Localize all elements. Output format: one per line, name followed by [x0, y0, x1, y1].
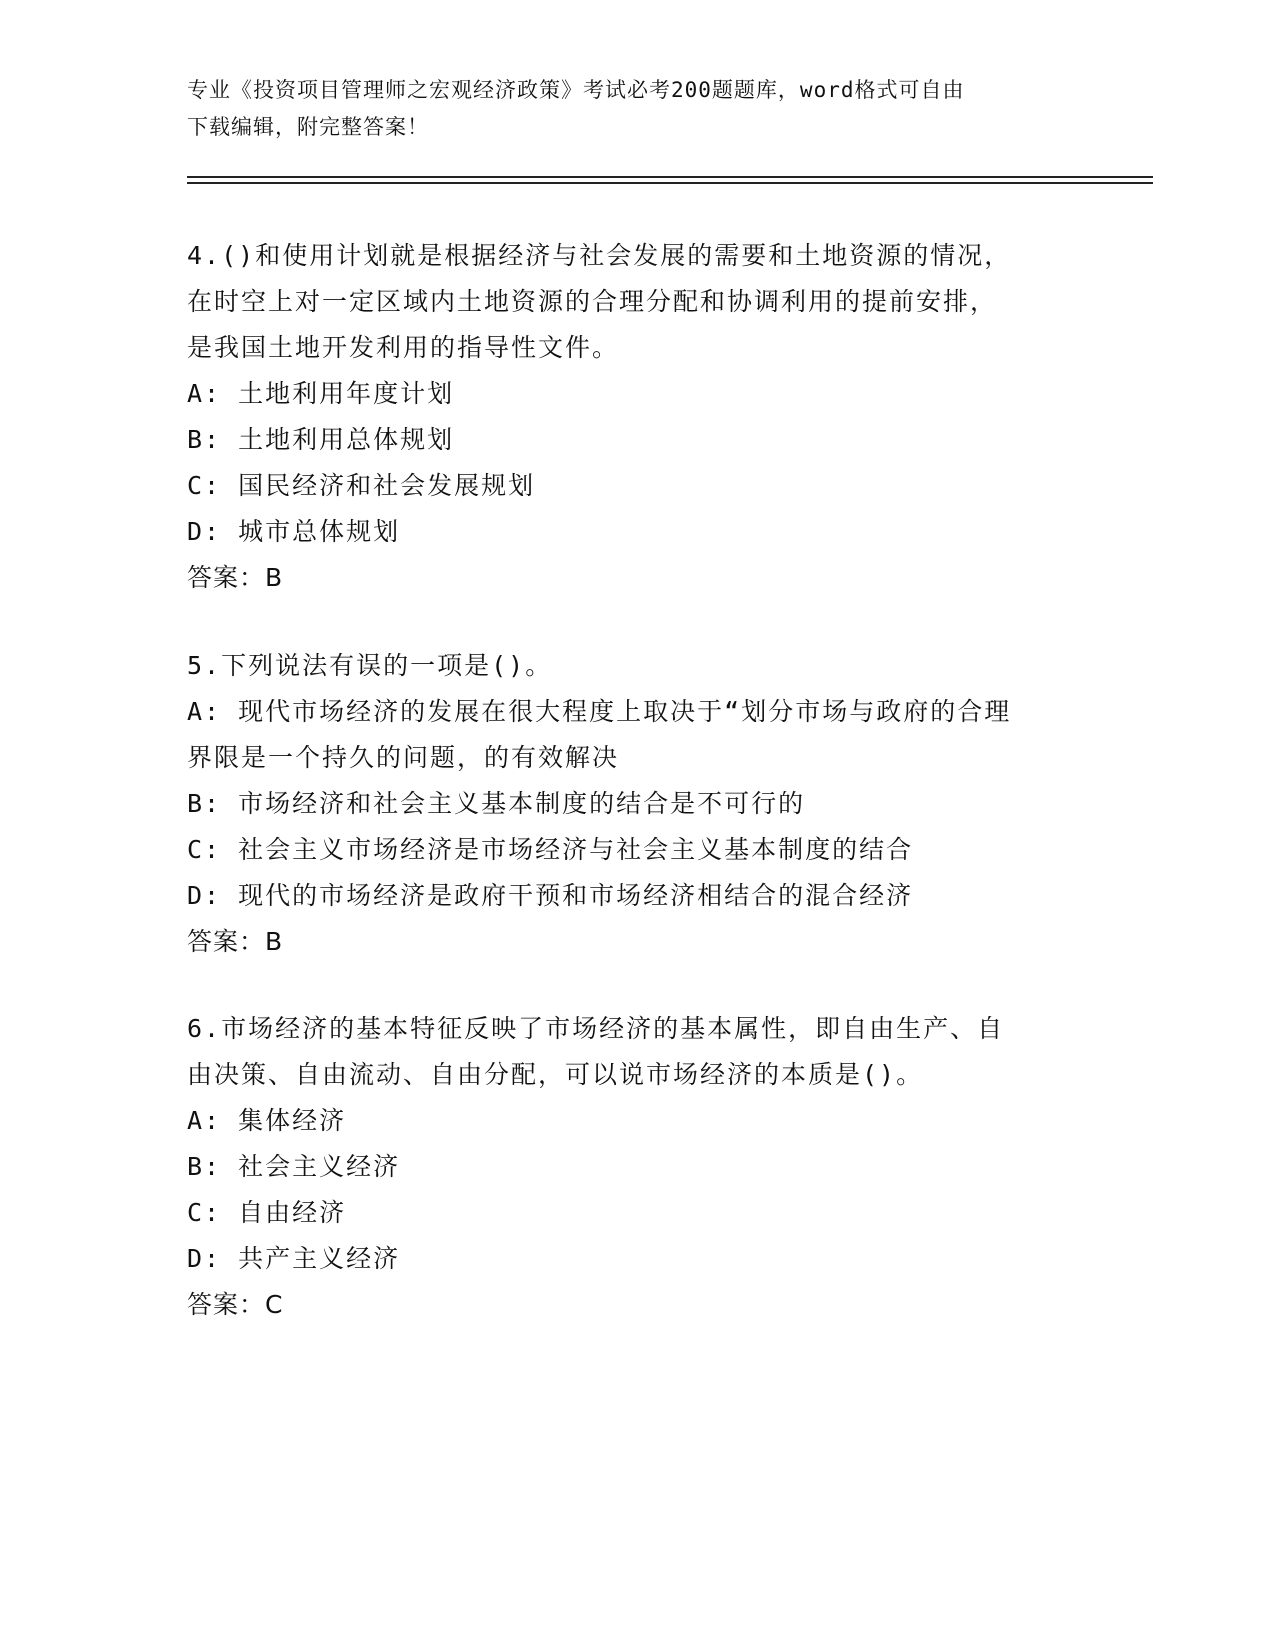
option-a: A: 集体经济 [187, 1106, 347, 1135]
option-b: B: 市场经济和社会主义基本制度的结合是不可行的 [187, 789, 806, 818]
question-text: 4.()和使用计划就是根据经济与社会发展的需要和土地资源的情况， [187, 241, 1012, 270]
question-5 [187, 643, 1087, 965]
header-line: 专业《投资项目管理师之宏观经济政策》考试必考200题题库，word格式可自由 [187, 78, 965, 102]
header-divider-bottom [187, 182, 1153, 184]
option-a-continued: 界限是一个持久的问题，的有效解决 [187, 743, 620, 772]
question-4 [187, 233, 1087, 601]
header-line: 下载编辑，附完整答案！ [187, 115, 429, 139]
option-c: C: 国民经济和社会发展规划 [187, 471, 536, 500]
option-b: B: 社会主义经济 [187, 1152, 401, 1181]
answer: 答案：B [187, 927, 284, 956]
answer: 答案：C [187, 1290, 284, 1319]
option-d: D: 共产主义经济 [187, 1244, 401, 1273]
option-b: B: 土地利用总体规划 [187, 425, 455, 454]
answer: 答案：B [187, 563, 284, 592]
option-a: A: 现代市场经济的发展在很大程度上取决于“划分市场与政府的合理 [187, 697, 1012, 726]
option-d: D: 城市总体规划 [187, 517, 401, 546]
question-text: 5.下列说法有误的一项是()。 [187, 651, 553, 680]
question-text: 6.市场经济的基本特征反映了市场经济的基本属性，即自由生产、自 [187, 1014, 1005, 1043]
option-a: A: 土地利用年度计划 [187, 379, 455, 408]
option-c: C: 自由经济 [187, 1198, 347, 1227]
option-d: D: 现代的市场经济是政府干预和市场经济相结合的混合经济 [187, 881, 914, 910]
question-6 [187, 1006, 1087, 1328]
document-header [187, 72, 1087, 146]
question-text: 是我国土地开发利用的指导性文件。 [187, 333, 620, 362]
header-divider-top [187, 176, 1153, 178]
option-c: C: 社会主义市场经济是市场经济与社会主义基本制度的结合 [187, 835, 914, 864]
question-text: 在时空上对一定区域内土地资源的合理分配和协调利用的提前安排， [187, 287, 998, 316]
question-text: 由决策、自由流动、自由分配，可以说市场经济的本质是()。 [187, 1060, 924, 1089]
